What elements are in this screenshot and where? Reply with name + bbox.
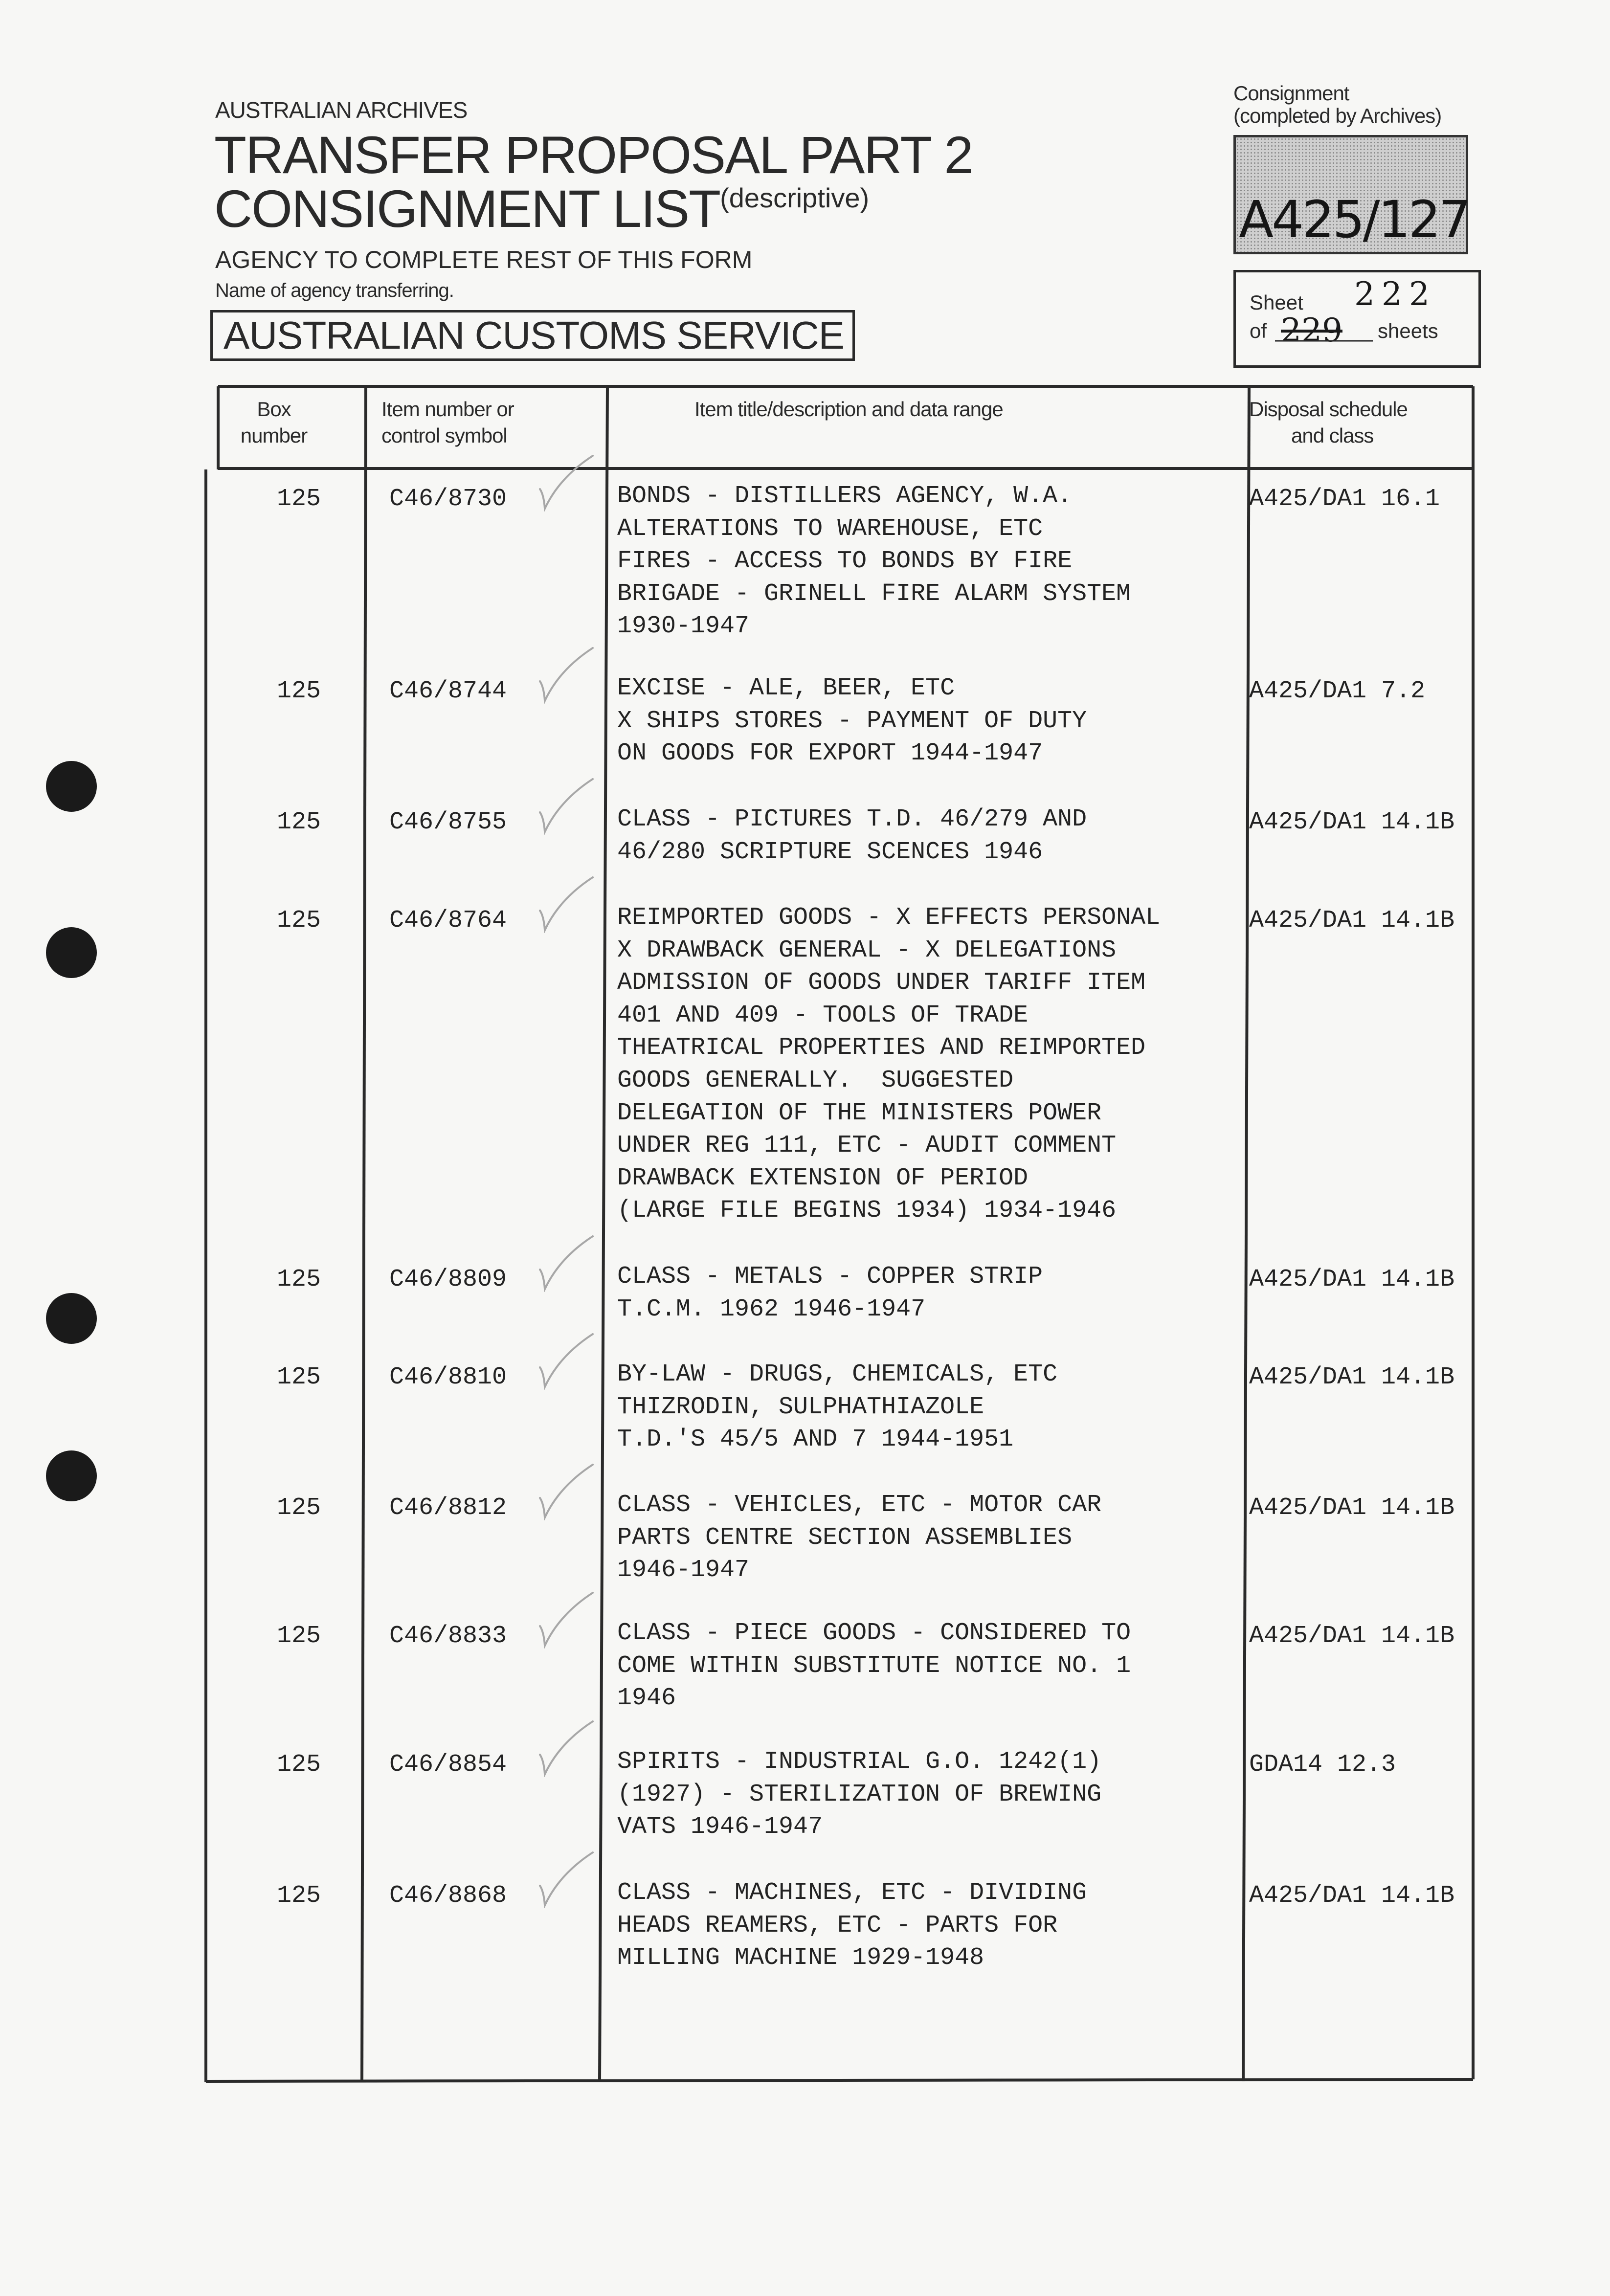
- form-subtitle-suffix: (descriptive): [720, 182, 870, 213]
- sheets-label: sheets: [1378, 319, 1438, 342]
- description-line: BY-LAW - DRUGS, CHEMICALS, ETC: [617, 1360, 1058, 1388]
- description-line: EXCISE - ALE, BEER, ETC: [617, 674, 955, 702]
- box-number-cell: 125: [277, 1622, 321, 1650]
- column-header-disposal-line2: and class: [1291, 424, 1374, 447]
- column-header-item: [381, 396, 577, 449]
- description-line: CLASS - PIECE GOODS - CONSIDERED TO: [617, 1619, 1131, 1647]
- description-line: (LARGE FILE BEGINS 1934) 1934-1946: [617, 1197, 1117, 1225]
- sheet-count-box: [1233, 270, 1481, 368]
- description-line: HEADS REAMERS, ETC - PARTS FOR: [617, 1911, 1058, 1939]
- column-header-box: [230, 396, 318, 449]
- description-line: MILLING MACHINE 1929-1948: [617, 1944, 984, 1972]
- box-number-cell: 125: [277, 808, 321, 836]
- description-line: ON GOODS FOR EXPORT 1944-1947: [617, 739, 1043, 768]
- form-subtitle: [214, 179, 870, 238]
- total-sheets[interactable]: 229: [1281, 312, 1342, 349]
- form-subtitle-main: CONSIGNMENT LIST: [214, 179, 720, 238]
- description-line: X DRAWBACK GENERAL - X DELEGATIONS: [617, 936, 1117, 964]
- item-number-cell: C46/8854: [389, 1751, 507, 1779]
- description-line: CLASS - PICTURES T.D. 46/279 AND: [617, 805, 1087, 833]
- item-number-cell: C46/8730: [389, 485, 507, 513]
- punch-hole: [46, 1293, 97, 1344]
- box-number-cell: 125: [277, 1882, 321, 1910]
- disposal-class-cell: A425/DA1 14.1B: [1249, 1882, 1455, 1910]
- disposal-class-cell: A425/DA1 14.1B: [1249, 1363, 1455, 1391]
- description-line: DRAWBACK EXTENSION OF PERIOD: [617, 1164, 1029, 1192]
- consignment-number-field[interactable]: A425/127: [1233, 135, 1468, 254]
- item-number-cell: C46/8744: [389, 677, 507, 705]
- sheet-label: Sheet: [1250, 291, 1303, 314]
- description-line: CLASS - METALS - COPPER STRIP: [617, 1263, 1043, 1291]
- description-line: UNDER REG 111, ETC - AUDIT COMMENT: [617, 1132, 1117, 1160]
- description-line: REIMPORTED GOODS - X EFFECTS PERSONAL: [617, 904, 1161, 932]
- box-number-cell: 125: [277, 485, 321, 513]
- description-line: PARTS CENTRE SECTION ASSEMBLIES: [617, 1523, 1073, 1552]
- description-line: 46/280 SCRIPTURE SCENCES 1946: [617, 838, 1043, 866]
- sheet-underline: [1275, 303, 1392, 342]
- form-title: TRANSFER PROPOSAL PART 2: [214, 125, 973, 184]
- punch-hole: [46, 1450, 97, 1501]
- column-header-disposal-line1: Disposal schedule: [1249, 398, 1408, 421]
- column-header-box-line2: number: [240, 424, 308, 447]
- agency-label: Name of agency transferring.: [215, 280, 454, 301]
- column-header-description: [694, 396, 1086, 423]
- description-line: VATS 1946-1947: [617, 1813, 823, 1841]
- description-line: X SHIPS STORES - PAYMENT OF DUTY: [617, 707, 1087, 735]
- description-line: DELEGATION OF THE MINISTERS POWER: [617, 1099, 1102, 1127]
- description-line: 1946: [617, 1684, 676, 1713]
- description-line: 1930-1947: [617, 612, 750, 641]
- disposal-class-cell: A425/DA1 14.1B: [1249, 808, 1455, 836]
- item-number-cell: C46/8812: [389, 1494, 507, 1522]
- box-number-cell: 125: [277, 1751, 321, 1779]
- description-line: GOODS GENERALLY. SUGGESTED: [617, 1066, 1014, 1094]
- description-line: SPIRITS - INDUSTRIAL G.O. 1242(1): [617, 1748, 1102, 1776]
- punch-hole: [46, 927, 97, 978]
- item-number-cell: C46/8755: [389, 808, 507, 836]
- disposal-class-cell: A425/DA1 14.1B: [1249, 1266, 1455, 1293]
- description-line: (1927) - STERILIZATION OF BREWING: [617, 1780, 1102, 1808]
- item-number-cell: C46/8810: [389, 1363, 507, 1391]
- description-line: ALTERATIONS TO WAREHOUSE, ETC: [617, 514, 1043, 543]
- sheet-number[interactable]: 222: [1354, 275, 1436, 313]
- description-line: 1946-1947: [617, 1556, 750, 1584]
- box-number-cell: 125: [277, 907, 321, 935]
- box-number-cell: 125: [277, 1266, 321, 1293]
- agency-name-field[interactable]: AUSTRALIAN CUSTOMS SERVICE: [210, 310, 855, 361]
- consignment-label: [1233, 82, 1441, 127]
- description-line: ADMISSION OF GOODS UNDER TARIFF ITEM: [617, 969, 1146, 997]
- item-number-cell: C46/8809: [389, 1266, 507, 1293]
- of-label: of: [1250, 319, 1267, 342]
- form-instruction: AGENCY TO COMPLETE REST OF THIS FORM: [215, 246, 753, 273]
- item-number-cell: C46/8764: [389, 907, 507, 935]
- disposal-class-cell: A425/DA1 7.2: [1249, 677, 1426, 705]
- consignment-label-line2: (completed by Archives): [1233, 104, 1442, 127]
- description-line: THIZRODIN, SULPHATHIAZOLE: [617, 1393, 984, 1421]
- disposal-class-cell: A425/DA1 14.1B: [1249, 1622, 1455, 1650]
- column-header-description-line1: Item title/description and data range: [694, 398, 1003, 421]
- description-line: THEATRICAL PROPERTIES AND REIMPORTED: [617, 1034, 1146, 1062]
- column-header-disposal: [1249, 396, 1454, 449]
- item-number-cell: C46/8868: [389, 1882, 507, 1910]
- description-line: BONDS - DISTILLERS AGENCY, W.A.: [617, 482, 1073, 510]
- punch-hole: [46, 761, 97, 812]
- consignment-label-line1: Consignment: [1233, 82, 1349, 105]
- box-number-cell: 125: [277, 1363, 321, 1391]
- description-line: T.C.M. 1962 1946-1947: [617, 1295, 926, 1323]
- box-number-cell: 125: [277, 1494, 321, 1522]
- description-line: CLASS - VEHICLES, ETC - MOTOR CAR: [617, 1491, 1102, 1519]
- disposal-class-cell: A425/DA1 14.1B: [1249, 907, 1455, 935]
- column-header-box-line1: Box: [257, 398, 291, 421]
- column-header-item-line1: Item number or: [381, 398, 514, 421]
- disposal-class-cell: A425/DA1 14.1B: [1249, 1494, 1455, 1522]
- box-number-cell: 125: [277, 677, 321, 705]
- disposal-class-cell: GDA14 12.3: [1249, 1751, 1396, 1779]
- description-line: T.D.'S 45/5 AND 7 1944-1951: [617, 1426, 1014, 1454]
- column-header-item-line2: control symbol: [381, 424, 507, 447]
- disposal-class-cell: A425/DA1 16.1: [1249, 485, 1440, 513]
- description-line: 401 AND 409 - TOOLS OF TRADE: [617, 1001, 1029, 1029]
- description-line: FIRES - ACCESS TO BONDS BY FIRE: [617, 547, 1073, 576]
- consignment-table-grid: [204, 384, 1476, 2083]
- organization-name: AUSTRALIAN ARCHIVES: [215, 97, 468, 123]
- item-number-cell: C46/8833: [389, 1622, 507, 1650]
- description-line: BRIGADE - GRINELL FIRE ALARM SYSTEM: [617, 580, 1131, 608]
- description-line: COME WITHIN SUBSTITUTE NOTICE NO. 1: [617, 1651, 1131, 1680]
- description-line: CLASS - MACHINES, ETC - DIVIDING: [617, 1879, 1087, 1907]
